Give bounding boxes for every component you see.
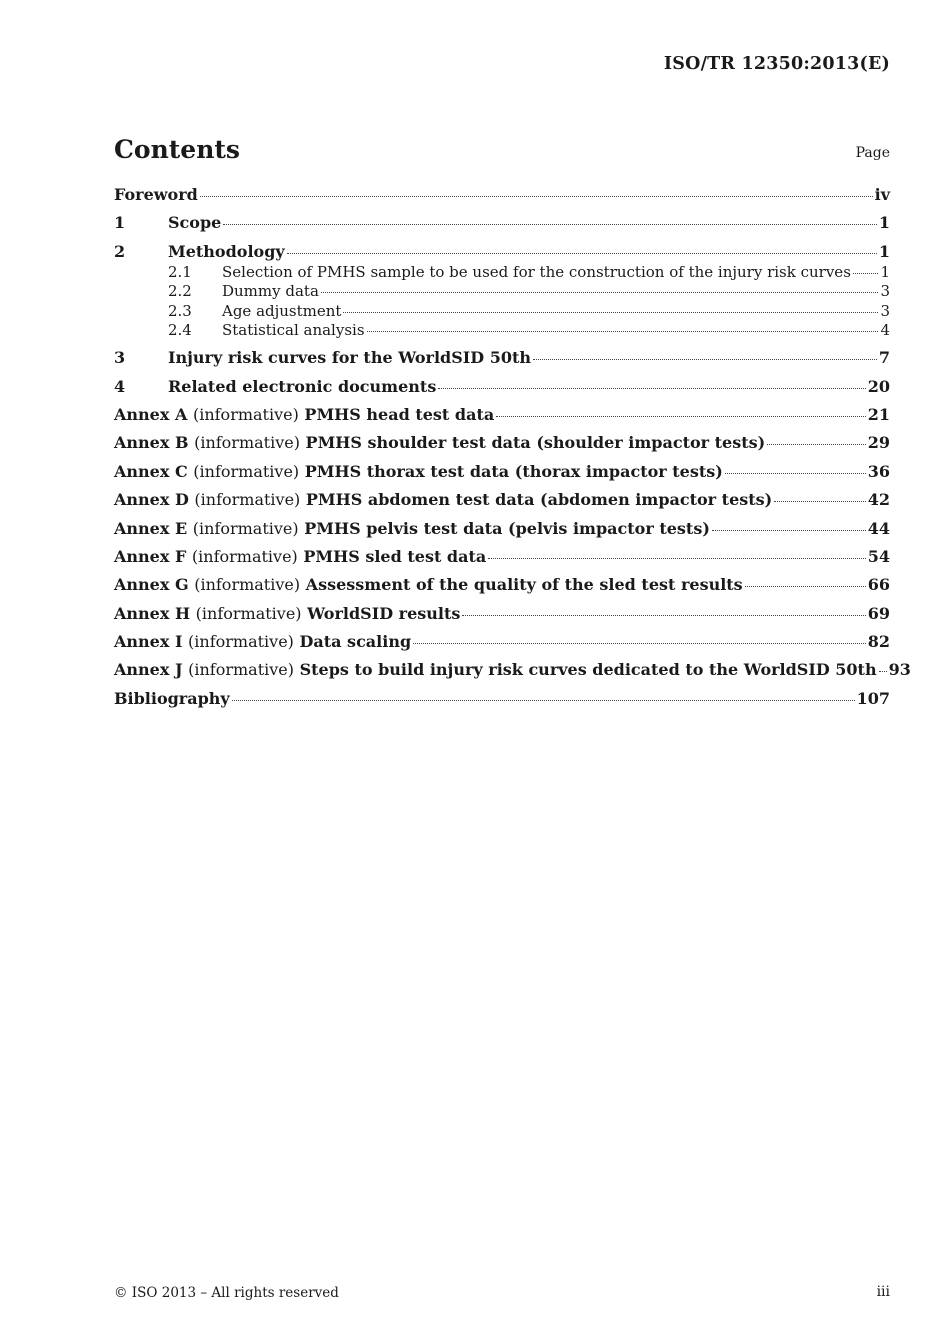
annex-title: PMHS thorax test data (thorax impactor tests) xyxy=(304,461,723,481)
annex-type: (informative) xyxy=(193,461,300,481)
annex-page: 82 xyxy=(867,632,890,652)
annex-type: (informative) xyxy=(188,660,294,680)
toc-subentry-title: Selection of PMHS sample to be used for the construction of the injury risk curves xyxy=(222,262,851,281)
toc-entry-page: 20 xyxy=(867,376,890,396)
annex-label: Annex H xyxy=(114,603,191,623)
leader-dots xyxy=(853,273,879,274)
leader-dots xyxy=(438,388,865,389)
toc-entry-page: iv xyxy=(874,185,890,204)
annex-title: Data scaling xyxy=(299,632,412,652)
toc-subentry-number: 2.3 xyxy=(168,301,192,320)
annex-page: 29 xyxy=(867,433,890,453)
annex-type: (informative) xyxy=(195,603,302,623)
annex-label: Annex A xyxy=(114,404,188,424)
annex-label: Annex E xyxy=(114,518,188,538)
annex-page: 42 xyxy=(867,490,890,510)
toc-entry-injury-risk-curves[interactable] xyxy=(114,347,890,369)
annex-label: Annex G xyxy=(114,575,189,595)
toc-annex-b[interactable] xyxy=(114,432,890,454)
toc-subentry-page: 1 xyxy=(880,262,890,281)
toc-subentry-page: 3 xyxy=(880,301,890,320)
annex-page: 66 xyxy=(867,575,890,595)
toc-entry-number: 2 xyxy=(114,241,126,261)
toc-annex-g[interactable] xyxy=(114,574,890,596)
leader-dots xyxy=(533,359,877,360)
annex-page: 93 xyxy=(888,660,911,680)
leader-dots xyxy=(321,292,879,293)
annex-page: 54 xyxy=(867,546,890,566)
toc-entry-foreword[interactable] xyxy=(114,184,890,206)
annex-type: (informative) xyxy=(194,433,300,453)
toc-entry-title: Foreword xyxy=(114,185,198,204)
toc-entry-methodology[interactable] xyxy=(114,241,890,263)
document-id: ISO/TR 12350:2013(E) xyxy=(663,54,890,74)
leader-dots xyxy=(462,615,865,616)
toc-subentry-title: Statistical analysis xyxy=(222,321,365,340)
toc-entry-page: 7 xyxy=(878,348,890,368)
annex-title: PMHS head test data xyxy=(304,404,495,424)
toc-entry-number: 3 xyxy=(114,348,126,368)
toc-entry-scope[interactable] xyxy=(114,212,890,234)
leader-dots xyxy=(343,312,878,313)
annex-type: (informative) xyxy=(194,575,301,595)
annex-type: (informative) xyxy=(192,518,299,538)
toc-subentry-title: Dummy data xyxy=(222,282,319,301)
annex-title: WorldSID results xyxy=(307,603,461,623)
annex-page: 36 xyxy=(867,461,890,481)
toc-subentry-number: 2.4 xyxy=(168,321,192,340)
toc-subentry-number: 2.1 xyxy=(168,262,192,281)
leader-dots xyxy=(287,253,877,254)
toc-annex-a[interactable] xyxy=(114,404,890,426)
annex-page: 44 xyxy=(867,518,890,538)
toc-entry-page: 1 xyxy=(878,213,890,233)
annex-type: (informative) xyxy=(191,546,298,566)
annex-title: Steps to build injury risk curves dedicated to the WorldSID 50th xyxy=(299,660,877,680)
toc-annex-h[interactable] xyxy=(114,603,890,625)
annex-label: Annex B xyxy=(114,433,189,453)
toc-subentry-number: 2.2 xyxy=(168,282,192,301)
leader-dots xyxy=(488,558,866,559)
toc-annex-f[interactable] xyxy=(114,546,890,568)
toc-subentry[interactable] xyxy=(114,302,890,322)
annex-page: 21 xyxy=(867,404,890,424)
toc-entry-title: Scope xyxy=(168,213,222,233)
leader-dots xyxy=(223,224,877,225)
toc-entry-page: 1 xyxy=(878,241,890,261)
annex-title: PMHS pelvis test data (pelvis impactor tests) xyxy=(304,518,710,538)
toc-entry-title: Methodology xyxy=(168,241,285,261)
leader-dots xyxy=(496,416,866,417)
annex-type: (informative) xyxy=(192,404,299,424)
leader-dots xyxy=(725,473,866,474)
toc-subentry-page: 3 xyxy=(880,282,890,301)
leader-dots xyxy=(774,501,866,502)
leader-dots xyxy=(413,643,866,644)
annex-title: PMHS shoulder test data (shoulder impactor tests) xyxy=(305,433,766,453)
annex-type: (informative) xyxy=(194,490,301,510)
page-title: Contents xyxy=(114,135,241,164)
toc-entry-title: Injury risk curves for the WorldSID 50th xyxy=(168,348,531,368)
toc-entry-page: 107 xyxy=(856,688,890,708)
toc-subentry-page: 4 xyxy=(880,321,890,340)
toc-entry-title: Bibliography xyxy=(114,688,230,708)
toc-subentry-title: Age adjustment xyxy=(222,301,342,320)
annex-label: Annex C xyxy=(114,461,188,481)
leader-dots xyxy=(200,196,873,197)
annex-title: PMHS sled test data xyxy=(303,546,487,566)
toc-header xyxy=(114,130,890,164)
toc-subentry[interactable] xyxy=(114,263,890,283)
leader-dots xyxy=(712,530,866,531)
toc-entry-title: Related electronic documents xyxy=(168,376,437,396)
annex-page: 69 xyxy=(867,603,890,623)
page-column-label: Page xyxy=(855,145,890,161)
toc-entry-number: 1 xyxy=(114,213,126,233)
toc-entry-bibliography[interactable] xyxy=(114,688,890,710)
annex-title: PMHS abdomen test data (abdomen impactor tests) xyxy=(305,490,773,510)
toc-annex-j[interactable] xyxy=(114,659,911,681)
copyright-notice: © ISO 2013 – All rights reserved xyxy=(114,1285,339,1301)
toc-subentry[interactable] xyxy=(114,282,890,302)
leader-dots xyxy=(232,700,855,701)
page-number: iii xyxy=(876,1284,890,1300)
toc-entry-number: 4 xyxy=(114,376,126,396)
leader-dots xyxy=(745,586,866,587)
annex-type: (informative) xyxy=(188,632,294,652)
toc-subentry[interactable] xyxy=(114,321,890,341)
annex-label: Annex F xyxy=(114,546,187,566)
annex-label: Annex J xyxy=(114,660,183,680)
toc-annex-d[interactable] xyxy=(114,489,890,511)
leader-dots xyxy=(767,444,866,445)
toc-annex-c[interactable] xyxy=(114,461,890,483)
annex-label: Annex D xyxy=(114,490,189,510)
leader-dots xyxy=(367,331,879,332)
toc-annex-i[interactable] xyxy=(114,631,890,653)
leader-dots xyxy=(879,671,887,672)
annex-label: Annex I xyxy=(114,632,183,652)
annex-title: Assessment of the quality of the sled test results xyxy=(305,575,743,595)
toc-annex-e[interactable] xyxy=(114,518,890,540)
table-of-contents xyxy=(114,184,911,716)
toc-entry-related-documents[interactable] xyxy=(114,376,890,398)
